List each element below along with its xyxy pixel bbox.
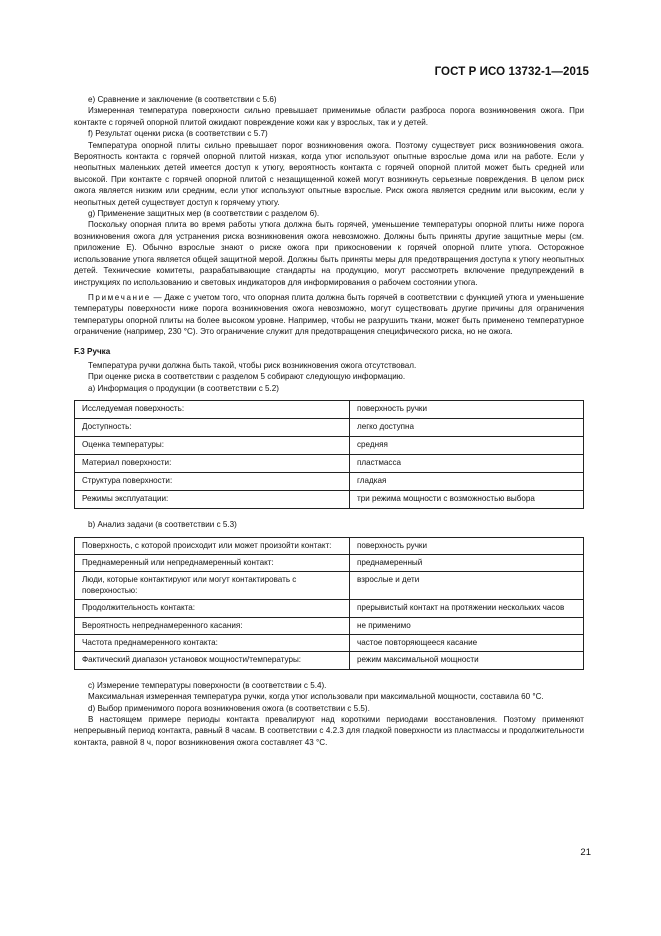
item-f-heading: f) Результат оценки риска (в соответствии с 5.7) xyxy=(88,129,268,139)
table-cell: Люди, которые контактируют или могут контактировать с поверхностью: xyxy=(75,572,350,600)
table-row xyxy=(75,437,584,455)
table-cell: пластмасса xyxy=(350,455,584,473)
item-e-heading: е) Сравнение и заключение (в соответствии с 5.6) xyxy=(88,95,277,104)
table-row xyxy=(75,491,584,509)
table-cell: легко доступна xyxy=(350,419,584,437)
section-intro-2: При оценке риска в соответствии с разделом 5 собирают следующую информацию. xyxy=(88,372,406,382)
table-row xyxy=(75,635,584,652)
table-cell: поверхность ручки xyxy=(350,401,584,419)
table-row xyxy=(75,419,584,437)
item-e-text: Измеренная температура поверхности сильно превышает применимые области разброса порога возникновения ожога. При контакте с горячей опорной плитой ожидают повреждение кожи как у взрослых, так и у детей. xyxy=(74,106,584,127)
table-cell: гладкая xyxy=(350,473,584,491)
item-d-heading: d) Выбор применимого порога возникновения ожога (в соответствии с 5.5). xyxy=(88,703,370,713)
table-cell: Вероятность непреднамеренного касания: xyxy=(75,617,350,634)
table-cell: режим максимальной мощности xyxy=(350,652,584,669)
table-cell: преднамеренный xyxy=(350,554,584,571)
product-info-table xyxy=(74,400,584,509)
table-cell: взрослые и дети xyxy=(350,572,584,600)
page-content xyxy=(74,94,584,748)
table-cell: прерывистый контакт на протяжении нескольких часов xyxy=(350,600,584,617)
item-b-heading: b) Анализ задачи (в соответствии с 5.3) xyxy=(88,520,237,530)
table-cell: Частота преднамеренного контакта: xyxy=(75,635,350,652)
item-c-text: Максимальная измеренная температура ручки, когда утюг использовали при максимальной мощности, составила 60 °С. xyxy=(88,692,544,702)
table-cell: Фактический диапазон установок мощности/температуры: xyxy=(75,652,350,669)
table-cell: Поверхность, с которой происходит или может произойти контакт: xyxy=(75,537,350,554)
table-cell: Преднамеренный или непреднамеренный контакт: xyxy=(75,554,350,571)
table-cell: Доступность: xyxy=(75,419,350,437)
note xyxy=(74,292,584,338)
page-number: 21 xyxy=(580,847,591,858)
table-cell: Продолжительность контакта: xyxy=(75,600,350,617)
item-g-heading: g) Применение защитных мер (в соответствии с разделом 6). xyxy=(88,209,320,219)
table-cell: частое повторяющееся касание xyxy=(350,635,584,652)
table-row xyxy=(75,401,584,419)
table-row xyxy=(75,600,584,617)
item-a-heading: а) Информация о продукции (в соответствии с 5.2) xyxy=(88,383,280,393)
table-cell: не применимо xyxy=(350,617,584,634)
table-row xyxy=(75,537,584,554)
item-c-heading: с) Измерение температуры поверхности (в соответствии с 5.4). xyxy=(88,680,327,690)
table-cell: поверхность ручки xyxy=(350,537,584,554)
item-g-text: Поскольку опорная плита во время работы утюга должна быть горячей, уменьшение температуры опорной плиты ниже порога возникновения ожога для устранения риска возникновения ожога невозможно. Должны быть приняты другие защитные меры (см. приложение Е). Обычно взрослые знают о риске ожога при прикосновении к горячей опорной плите утюга. Осторожное использование утюга является общей защитной мерой. Должны быть приняты меры для предотвращения доступа к утюгу неопытных детей. Технические комитеты, разрабатывающие стандарты на продукцию, могут рассмотреть включение предупреждений в инструкциях по использованию и световых индикаторов для информирования о рабочем состоянии утюга. xyxy=(74,220,584,287)
table-cell: Режимы эксплуатации: xyxy=(75,491,350,509)
standard-header: ГОСТ Р ИСО 13732-1—2015 xyxy=(434,66,589,78)
table-cell: Исследуемая поверхность: xyxy=(75,401,350,419)
table-row xyxy=(75,617,584,634)
note-text: — Даже с учетом того, что опорная плита должна быть горячей в соответствии с функцией утюга и уменьшение температуры поверхности ниже порога возникновения ожога невозможно, могут существовать другие причины для ограничения температуры опорной плиты на более высоком уровне. Например, чтобы не разрушить ткани, может быть применено температурное ограничение (например, 230 °С). Это ограничение служит для предотвращения специфического риска, но не ожога. xyxy=(74,292,584,337)
table-row xyxy=(75,554,584,571)
item-f-text: Температура опорной плиты сильно превышает порог возникновения ожога. Поэтому существует риск возникновения ожога. Вероятность контакта с горячей опорной плитой низкая, когда утюг используют опытные взрослые дома или на работе. Если у неопытных маленьких детей имеется доступ к утюгу, вероятность контакта с горячей опорной плитой может быть средней или высокой. При контакте с горячей опорной плитой с незащищенной кожей могут возникнуть серьезные повреждения. В целом риск ожога является низким или средним, если утюг используют опытные взрослые. Риск ожога является средним или высоким, если у неопытных детей существует доступ к горячему утюгу. xyxy=(74,140,584,207)
section-intro: Температура ручки должна быть такой, чтобы риск возникновения ожога отсутствовал. xyxy=(88,360,417,370)
table-row xyxy=(75,572,584,600)
item-d-text: В настоящем примере периоды контакта превалируют над короткими периодами восстановления. Поэтому применяют непрерывный период контакта, равный 8 часам. В соответствии с 4.2.3 для гладкой поверхности из пластмассы и продолжительности контакта, равной 8 ч, порог возникновения ожога составляет 43 °С. xyxy=(74,715,584,747)
table-row xyxy=(75,455,584,473)
table-cell: средняя xyxy=(350,437,584,455)
table-cell: Структура поверхности: xyxy=(75,473,350,491)
note-label: Примечание xyxy=(88,292,151,302)
section-title: F.3 Ручка xyxy=(74,346,111,356)
table-cell: Оценка температуры: xyxy=(75,437,350,455)
table-row xyxy=(75,473,584,491)
table-cell: Материал поверхности: xyxy=(75,455,350,473)
table-cell: три режима мощности с возможностью выбора xyxy=(350,491,584,509)
table-row xyxy=(75,652,584,669)
task-analysis-table xyxy=(74,537,584,670)
